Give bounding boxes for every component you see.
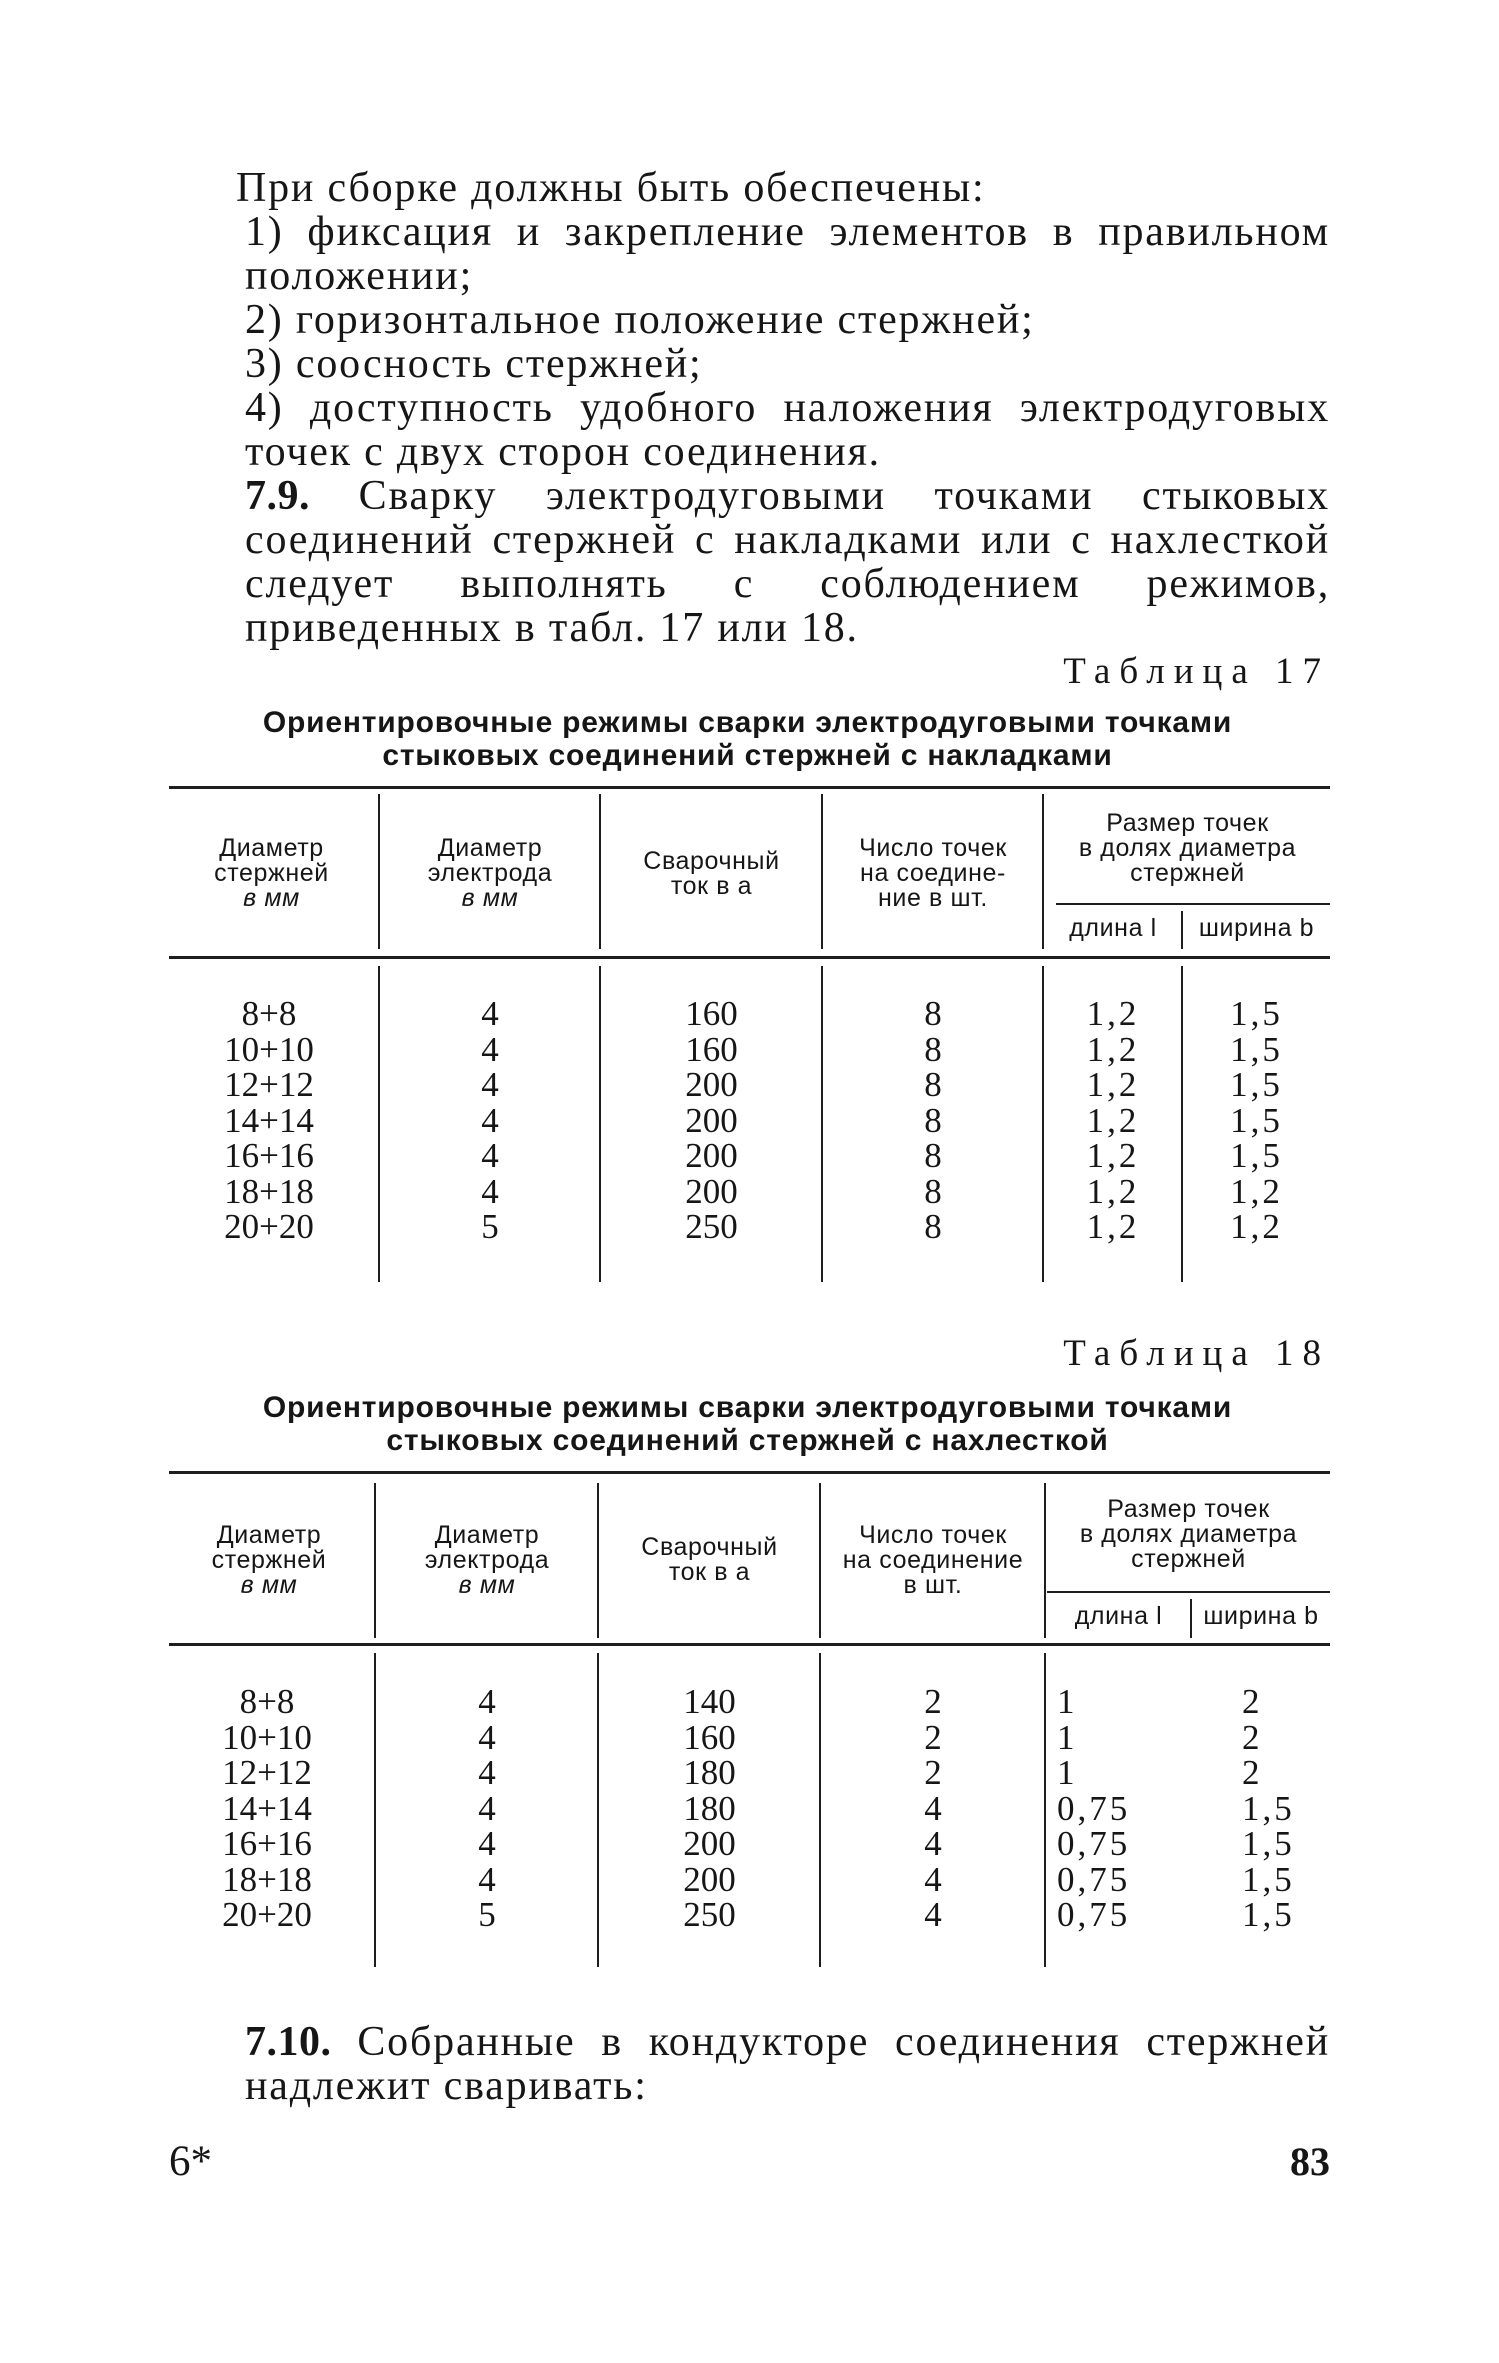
table-18 [169, 1471, 1330, 1967]
table-cell: 8 [924, 994, 942, 1033]
table-cell: 4 [481, 1100, 499, 1140]
table-cell: 4 [478, 1824, 496, 1863]
header-points: Число точек на соедине- ние в шт. [859, 834, 1007, 912]
table-cell: 5 [478, 1895, 496, 1934]
signature-mark: 6* [169, 2138, 212, 2185]
table-cell: 250 [683, 1895, 736, 1934]
paragraph-7-10 [171, 2020, 1330, 2108]
table-cell: 1,5 [1230, 994, 1283, 1033]
table-cell: 1,2 [1086, 994, 1140, 1033]
table-cell: 8 [924, 1100, 942, 1140]
table-cell: 4 [481, 1029, 499, 1069]
col-current [600, 1684, 819, 1933]
table-cell: 1,5 [1242, 1859, 1295, 1899]
table-cell: 8 [924, 1207, 942, 1246]
header-electrode-diameter: Диаметр электрода в мм [424, 1521, 550, 1599]
col-width [1183, 996, 1330, 1245]
paragraph-text: Сварку электродуговыми точками стыковых соединений стержней с накладками или с нахлесткой следует выполнять с соблюдением режимов, приведенных в табл. 17 или 18. [245, 473, 1330, 651]
table-cell: 10+10 [224, 1029, 314, 1069]
table-cell: 200 [683, 1824, 736, 1863]
table-cell: 1,2 [1230, 1207, 1283, 1246]
table-cell: 8 [924, 1136, 942, 1175]
table-cell: 8 [924, 1029, 942, 1069]
list-item-3: 3) соосность стержней; [245, 341, 703, 387]
paragraph-text: Собранные в кондукторе соединения стержней надлежит сваривать: [245, 2019, 1330, 2109]
header-rod-diameter: Диаметр стержней в мм [211, 1521, 327, 1599]
table-cell: 0,75 [1057, 1788, 1131, 1828]
col-length [1045, 996, 1181, 1245]
table-cell: 1,5 [1242, 1895, 1295, 1934]
intro-text: При сборке должны быть обеспечены: [236, 165, 986, 211]
table-cell: 0,75 [1057, 1824, 1131, 1863]
table-cell: 0,75 [1057, 1859, 1131, 1899]
page-number: 83 [1290, 2139, 1330, 2184]
table-cell: 1,5 [1230, 1100, 1283, 1140]
col-rod-diameter [169, 996, 369, 1245]
table-cell: 1,2 [1230, 1171, 1283, 1211]
book-page [165, 0, 1330, 2363]
table-cell: 4 [481, 1171, 499, 1211]
table-cell: 16+16 [222, 1824, 312, 1863]
header-width: ширина b [1203, 1602, 1319, 1630]
table-cell: 1 [1057, 1682, 1078, 1721]
header-current: Сварочный ток в а [643, 847, 780, 900]
table-cell: 1 [1057, 1753, 1078, 1792]
table-cell: 10+10 [222, 1717, 312, 1757]
list-item-1: 1) фиксация и закрепление элементов в правильном положении; [245, 209, 1330, 299]
table-cell: 20+20 [224, 1207, 314, 1246]
table-cell: 160 [685, 994, 738, 1033]
table-cell: 14+14 [224, 1100, 314, 1140]
table-cell: 250 [685, 1207, 738, 1246]
table-cell: 1,2 [1086, 1029, 1140, 1069]
header-width: ширина b [1198, 914, 1315, 942]
table-cell: 4 [478, 1859, 496, 1899]
table-cell: 180 [683, 1788, 736, 1828]
table-cell: 160 [683, 1717, 736, 1757]
header-length: длина l [1074, 1602, 1163, 1630]
table-cell: 200 [685, 1065, 738, 1104]
table-cell: 5 [481, 1207, 499, 1246]
table-18-title-line1: Ориентировочные режимы сварки электродуговыми точками [262, 1391, 1233, 1424]
header-current: Сварочный ток в а [641, 1533, 778, 1586]
table-cell: 1,5 [1242, 1824, 1295, 1863]
table-17-label: Таблица 17 [1063, 651, 1330, 692]
table-cell: 200 [683, 1859, 736, 1899]
table-cell: 1,5 [1242, 1788, 1295, 1828]
table-cell: 4 [924, 1824, 942, 1863]
table-cell: 2 [924, 1753, 942, 1792]
table-cell: 2 [924, 1717, 942, 1757]
table-17-title-line1: Ориентировочные режимы сварки электродуговыми точками [262, 706, 1233, 739]
col-length [1057, 1684, 1190, 1933]
header-rod-diameter: Диаметр стержней в мм [214, 834, 329, 912]
col-points [822, 1684, 1044, 1933]
table-cell: 18+18 [224, 1171, 314, 1211]
list-item-2: 2) горизонтальное положение стержней; [245, 297, 1035, 343]
col-width [1242, 1684, 1330, 1933]
table-cell: 1,2 [1086, 1136, 1140, 1175]
col-current [602, 996, 821, 1245]
table-cell: 20+20 [222, 1895, 312, 1934]
table-cell: 1,5 [1230, 1136, 1283, 1175]
table-cell: 12+12 [224, 1065, 314, 1104]
header-point-size: Размер точек в долях диаметра стержней [1078, 809, 1297, 887]
table-17 [169, 786, 1330, 1282]
table-cell: 200 [685, 1136, 738, 1175]
paragraph-number: 7.9. [245, 473, 310, 519]
table-cell: 1,5 [1230, 1065, 1283, 1104]
col-rod-diameter [169, 1684, 365, 1933]
list-item-4: 4) доступность удобного наложения электродуговых точек с двух сторон соединения. [245, 385, 1330, 475]
table-cell: 2 [924, 1682, 942, 1721]
table-cell: 12+12 [222, 1753, 312, 1792]
paragraph-number: 7.10. [245, 2019, 332, 2065]
table-cell: 4 [478, 1788, 496, 1828]
col-points [824, 996, 1042, 1245]
table-cell: 18+18 [222, 1859, 312, 1899]
table-cell: 8 [924, 1065, 942, 1104]
col-electrode-diameter [381, 996, 599, 1245]
table-cell: 1,2 [1086, 1207, 1140, 1246]
header-points: Число точек на соединение в шт. [842, 1521, 1024, 1599]
table-18-label: Таблица 18 [1063, 1333, 1330, 1374]
table-cell: 14+14 [222, 1788, 312, 1828]
table-cell: 180 [683, 1753, 736, 1792]
table-cell: 4 [478, 1753, 496, 1792]
table-cell: 1,2 [1086, 1065, 1140, 1104]
table-cell: 200 [685, 1100, 738, 1140]
table-cell: 4 [478, 1682, 496, 1721]
table-cell: 160 [685, 1029, 738, 1069]
table-cell: 2 [1242, 1717, 1263, 1757]
table-cell: 8+8 [241, 994, 297, 1033]
table-cell: 200 [685, 1171, 738, 1211]
table-cell: 140 [683, 1682, 736, 1721]
header-point-size: Размер точек в долях диаметра стержней [1079, 1495, 1298, 1573]
table-cell: 4 [481, 1065, 499, 1104]
col-electrode-diameter [377, 1684, 597, 1933]
table-cell: 8 [924, 1171, 942, 1211]
table-cell: 2 [1242, 1753, 1263, 1792]
table-cell: 4 [924, 1895, 942, 1934]
table-cell: 4 [924, 1859, 942, 1899]
header-length: длина l [1069, 914, 1157, 942]
table-cell: 8+8 [239, 1682, 295, 1721]
table-cell: 2 [1242, 1682, 1263, 1721]
table-cell: 4 [478, 1717, 496, 1757]
table-cell: 1,5 [1230, 1029, 1283, 1069]
table-cell: 16+16 [224, 1136, 314, 1175]
table-cell: 1,2 [1086, 1100, 1140, 1140]
table-17-title-line2: стыковых соединений стержней с накладками [382, 739, 1113, 772]
table-cell: 4 [924, 1788, 942, 1828]
table-cell: 4 [481, 1136, 499, 1175]
table-cell: 1,2 [1086, 1171, 1140, 1211]
table-cell: 1 [1057, 1717, 1078, 1757]
header-electrode-diameter: Диаметр электрода в мм [427, 834, 553, 912]
table-18-title-line2: стыковых соединений стержней с нахлесткой [386, 1424, 1109, 1457]
table-cell: 4 [481, 994, 499, 1033]
paragraph-7-9 [171, 474, 1330, 650]
table-cell: 0,75 [1057, 1895, 1131, 1934]
